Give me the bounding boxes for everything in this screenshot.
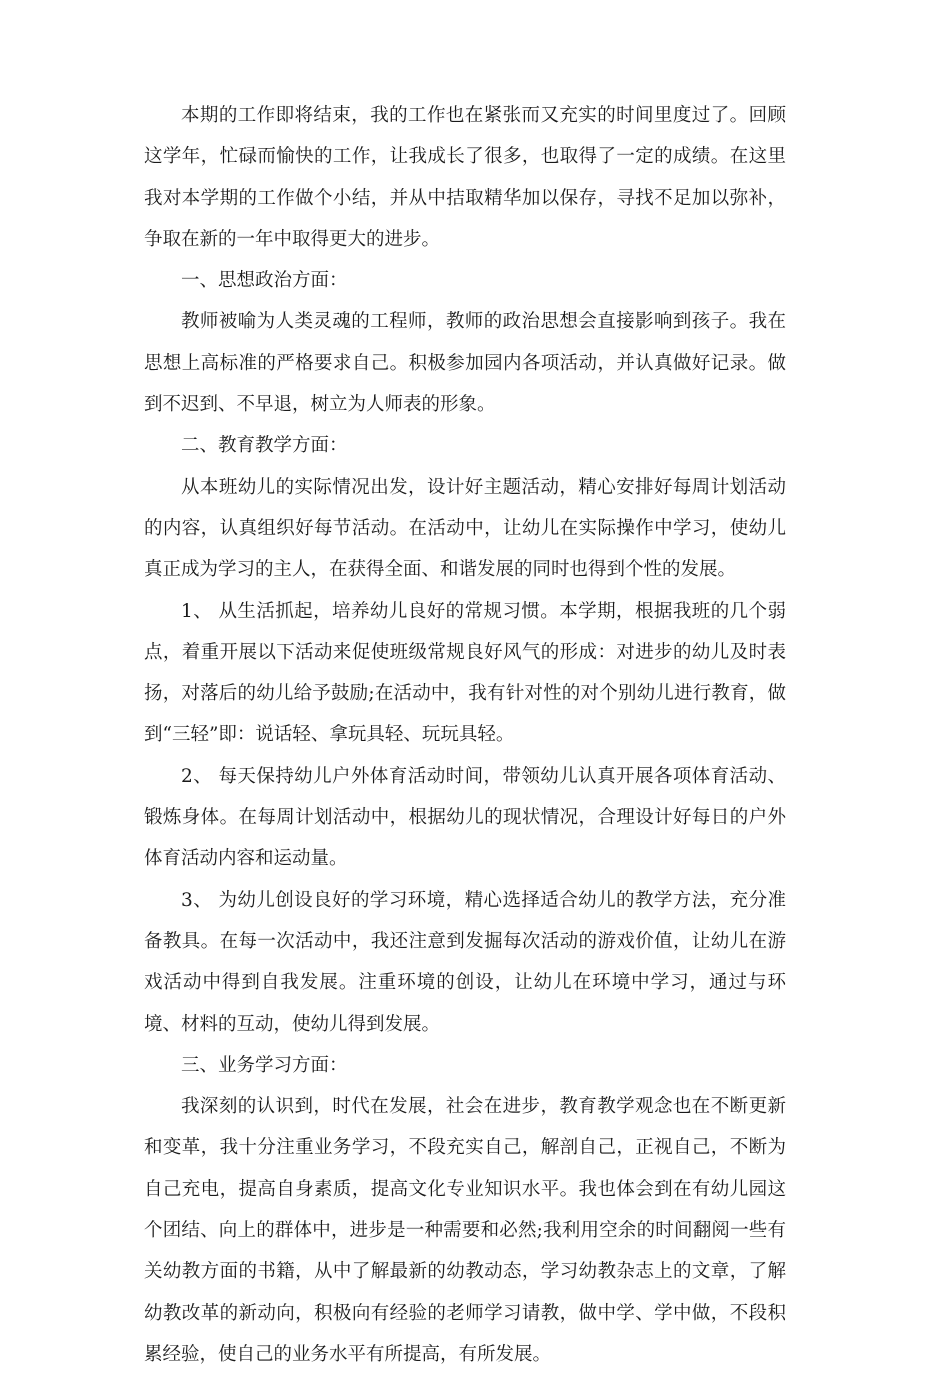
political-paragraph: 教师被喻为人类灵魂的工程师，教师的政治思想会直接影响到孩子。我在思想上高标准的严格要求自己。积极参加园内各项活动，并认真做好记录。做到不迟到、不早退，树立为人师表的形象。 xyxy=(144,311,786,416)
intro-paragraph: 本期的工作即将结束，我的工作也在紧张而又充实的时间里度过了。回顾这学年，忙碌而愉快的工作，让我成长了很多，也取得了一定的成绩。在这里我对本学期的工作做个小结，并从中拮取精华加以保存，寻找不足加以弥补，争取在新的一年中取得更大的进步。 xyxy=(144,105,786,250)
teaching-item-2: 2、 每天保持幼儿户外体育活动时间，带领幼儿认真开展各项体育活动、锻炼身体。在每周计划活动中，根据幼儿的现状情况，合理设计好每日的户外体育活动内容和运动量。 xyxy=(144,765,786,870)
section-heading-political: 一、思想政治方面： xyxy=(181,270,348,292)
teaching-item-3: 3、 为幼儿创设良好的学习环境，精心选择适合幼儿的教学方法，充分准备教具。在每一次活动中，我还注意到发掘每次活动的游戏价值，让幼儿在游戏活动中得到自我发展。注重环境的创设，让幼儿在环境中学习，通过与环境、材料的互动，使幼儿得到发展。 xyxy=(144,889,786,1035)
teaching-paragraph: 从本班幼儿的实际情况出发，设计好主题活动，精心安排好每周计划活动的内容，认真组织好每节活动。在活动中，让幼儿在实际操作中学习，使幼儿真正成为学习的主人，在获得全面、和谐发展的同时也得到个性的发展。 xyxy=(144,476,786,581)
study-paragraph: 我深刻的认识到，时代在发展，社会在进步，教育教学观念也在不断更新和变革，我十分注重业务学习，不段充实自己，解剖自己，正视自己，不断为自己充电，提高自身素质，提高文化专业知识水平。我也体会到在有幼儿园这个团结、向上的群体中，进步是一种需要和必然;我利用空余的时间翻阅一些有关幼教方面的书籍，从中了解最新的幼教动态，学习幼教杂志上的文章，了解幼教改革的新动向，积极向有经验的老师学习请教，做中学、学中做，不段积累经验，使自己的业务水平有所提高，有所发展。 xyxy=(144,1096,786,1365)
section-heading-teaching: 二、教育教学方面： xyxy=(181,435,348,457)
document-body xyxy=(144,95,786,1375)
teaching-item-1: 1、 从生活抓起，培养幼儿良好的常规习惯。本学期，根据我班的几个弱点，着重开展以下活动来促使班级常规良好风气的形成：对进步的幼儿及时表扬，对落后的幼儿给予鼓励;在活动中，我有针对性的对个别幼儿进行教育，做到“三轻”即：说话轻、拿玩具轻、玩玩具轻。 xyxy=(144,600,786,746)
section-heading-study: 三、业务学习方面： xyxy=(181,1054,348,1076)
